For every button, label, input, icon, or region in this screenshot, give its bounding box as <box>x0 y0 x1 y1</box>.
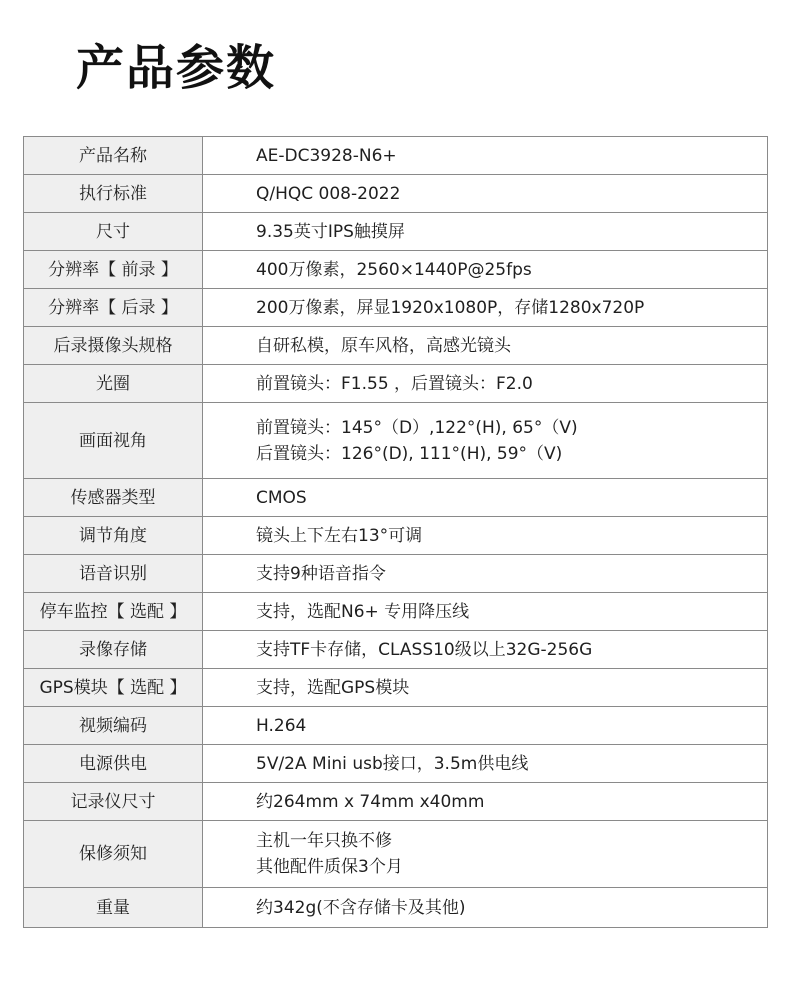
spec-value <box>203 888 768 928</box>
spec-value <box>203 479 768 517</box>
spec-value <box>203 745 768 783</box>
spec-value-line: 200万像素，屏显1920x1080P，存储1280x720P <box>256 297 645 318</box>
table-row <box>24 365 768 403</box>
spec-value <box>203 631 768 669</box>
table-row <box>24 707 768 745</box>
table-row <box>24 593 768 631</box>
spec-value <box>203 517 768 555</box>
spec-value <box>203 555 768 593</box>
spec-value-line: 前置镜头：145°（D）,122°(H), 65°（V) <box>256 417 578 438</box>
spec-value-line: Q/HQC 008-2022 <box>256 183 401 204</box>
spec-value <box>203 707 768 745</box>
table-row <box>24 175 768 213</box>
spec-value-line: 400万像素，2560×1440P@25fps <box>256 259 532 280</box>
spec-value <box>203 175 768 213</box>
spec-label: 执行标准 <box>24 175 203 213</box>
table-row <box>24 213 768 251</box>
spec-value-line: CMOS <box>256 487 307 508</box>
table-row <box>24 631 768 669</box>
spec-value-line: 自研私模，原车风格，高感光镜头 <box>256 335 511 356</box>
spec-value-line: 约264mm x 74mm x40mm <box>256 791 485 812</box>
spec-value <box>203 593 768 631</box>
table-row <box>24 251 768 289</box>
spec-value-line: 9.35英寸IPS触摸屏 <box>256 221 405 242</box>
table-row <box>24 888 768 928</box>
spec-label: 停车监控【 选配 】 <box>24 593 203 631</box>
table-row <box>24 479 768 517</box>
spec-value-line: 后置镜头：126°(D), 111°(H), 59°（V) <box>256 443 563 464</box>
spec-value-line: 5V/2A Mini usb接口，3.5m供电线 <box>256 753 529 774</box>
spec-label: 产品名称 <box>24 137 203 175</box>
spec-value <box>203 669 768 707</box>
spec-label: 重量 <box>24 888 203 928</box>
spec-value <box>203 327 768 365</box>
spec-value <box>203 365 768 403</box>
spec-value-line: 支持，选配N6+ 专用降压线 <box>256 601 470 622</box>
spec-label: 画面视角 <box>24 403 203 479</box>
table-row <box>24 137 768 175</box>
spec-label: 尺寸 <box>24 213 203 251</box>
spec-label: 录像存储 <box>24 631 203 669</box>
spec-value-line: 支持，选配GPS模块 <box>256 677 410 698</box>
spec-value <box>203 403 768 479</box>
spec-label: 记录仪尺寸 <box>24 783 203 821</box>
table-row <box>24 669 768 707</box>
table-row <box>24 403 768 479</box>
table-row <box>24 289 768 327</box>
spec-value-line: 约342g(不含存储卡及其他) <box>256 897 466 918</box>
spec-value <box>203 251 768 289</box>
spec-label: 语音识别 <box>24 555 203 593</box>
spec-label: 传感器类型 <box>24 479 203 517</box>
spec-value <box>203 213 768 251</box>
spec-value <box>203 289 768 327</box>
page-title: 产品参数 <box>76 40 277 96</box>
spec-label: 保修须知 <box>24 821 203 888</box>
spec-label: GPS模块【 选配 】 <box>24 669 203 707</box>
spec-value-line: H.264 <box>256 715 307 736</box>
table-row <box>24 821 768 888</box>
spec-value-line: 前置镜头：F1.55 ，后置镜头：F2.0 <box>256 373 533 394</box>
spec-table-body <box>24 137 768 928</box>
spec-label: 视频编码 <box>24 707 203 745</box>
spec-value-line: 支持TF卡存储，CLASS10级以上32G-256G <box>256 639 593 660</box>
spec-value-line: 其他配件质保3个月 <box>256 857 403 877</box>
table-row <box>24 555 768 593</box>
spec-label: 调节角度 <box>24 517 203 555</box>
spec-value-line: 支持9种语音指令 <box>256 563 386 584</box>
spec-value-line: AE-DC3928-N6+ <box>256 145 397 166</box>
spec-value <box>203 783 768 821</box>
spec-table <box>23 136 768 928</box>
spec-value-line: 主机一年只换不修 <box>256 831 392 851</box>
spec-value <box>203 821 768 888</box>
table-row <box>24 517 768 555</box>
table-row <box>24 745 768 783</box>
spec-label: 分辨率【 后录 】 <box>24 289 203 327</box>
spec-label: 分辨率【 前录 】 <box>24 251 203 289</box>
spec-value-line: 镜头上下左右13°可调 <box>256 525 423 546</box>
table-row <box>24 783 768 821</box>
spec-value <box>203 137 768 175</box>
spec-label: 光圈 <box>24 365 203 403</box>
spec-label: 电源供电 <box>24 745 203 783</box>
table-row <box>24 327 768 365</box>
spec-label: 后录摄像头规格 <box>24 327 203 365</box>
